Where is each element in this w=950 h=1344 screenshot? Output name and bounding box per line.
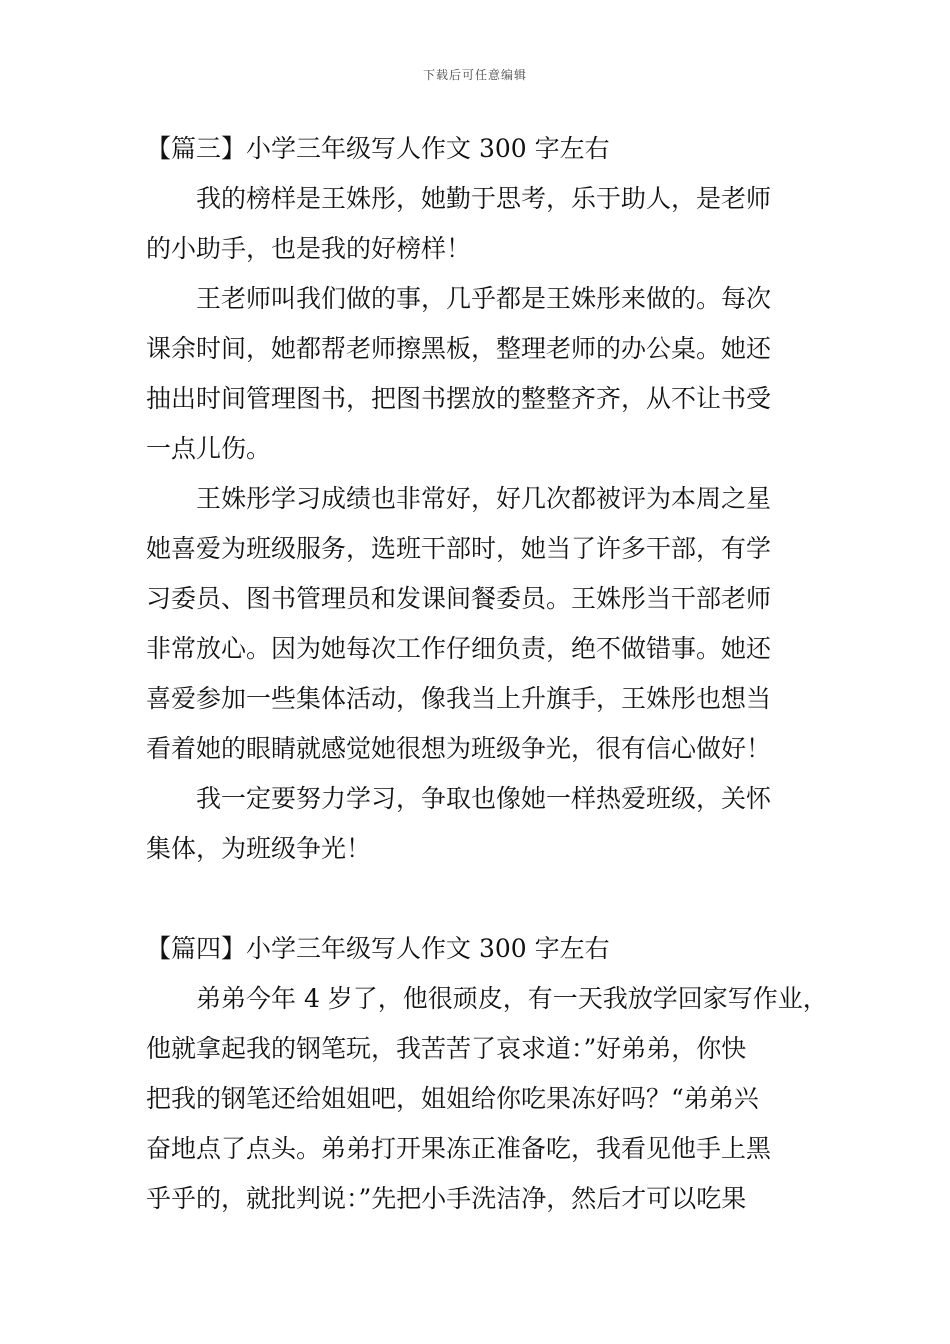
paragraph-line: 看着她的眼睛就感觉她很想为班级争光，很有信心做好！ <box>146 734 772 763</box>
paragraph-line: 课余时间，她都帮老师擦黑板，整理老师的办公桌。她还 <box>146 334 772 363</box>
paragraph-line: 我一定要努力学习，争取也像她一样热爱班级，关怀 <box>196 784 772 813</box>
paragraph-line: 我的榜样是王姝彤，她勤于思考，乐于助人，是老师 <box>196 184 772 213</box>
section-spacer <box>146 874 816 924</box>
paragraph-line: 习委员、图书管理员和发课间餐委员。王姝彤当干部老师 <box>146 584 772 613</box>
document-body <box>146 124 828 1224</box>
paragraph-line: 喜爱参加一些集体活动，像我当上升旗手，王姝彤也想当 <box>146 684 772 713</box>
paragraph-line: 王老师叫我们做的事，几乎都是王姝彤来做的。每次 <box>196 284 772 313</box>
paragraph-line: 一点儿伤。 <box>146 434 272 463</box>
page-header-note: 下载后可任意编辑 <box>422 68 527 82</box>
paragraph-line: 集体，为班级争光！ <box>146 834 372 863</box>
paragraph-line: 弟弟今年 4 岁了，他很顽皮，有一天我放学回家写作业， <box>196 984 828 1013</box>
paragraph-line: 他就拿起我的钢笔玩，我苦苦了哀求道：”好弟弟，你快 <box>146 1034 747 1063</box>
paragraph-line: 她喜爱为班级服务，选班干部时，她当了许多干部，有学 <box>146 534 772 563</box>
paragraph-line: 把我的钢笔还给姐姐吧，姐姐给你吃果冻好吗？“弟弟兴 <box>146 1084 759 1113</box>
paragraph-line: 王姝彤学习成绩也非常好，好几次都被评为本周之星 <box>196 484 772 513</box>
paragraph-line: 的小助手，也是我的好榜样！ <box>146 234 472 263</box>
paragraph-line: 非常放心。因为她每次工作仔细负责，绝不做错事。她还 <box>146 634 772 663</box>
paragraph-line: 奋地点了点头。弟弟打开果冻正准备吃，我看见他手上黑 <box>146 1134 772 1163</box>
paragraph-line: 乎乎的，就批判说：”先把小手洗洁净，然后才可以吃果 <box>146 1184 747 1213</box>
paragraph-line: 抽出时间管理图书，把图书摆放的整整齐齐，从不让书受 <box>146 384 772 413</box>
section-title: 【篇四】小学三年级写人作文 300 字左右 <box>146 934 610 963</box>
section-title: 【篇三】小学三年级写人作文 300 字左右 <box>146 134 610 163</box>
